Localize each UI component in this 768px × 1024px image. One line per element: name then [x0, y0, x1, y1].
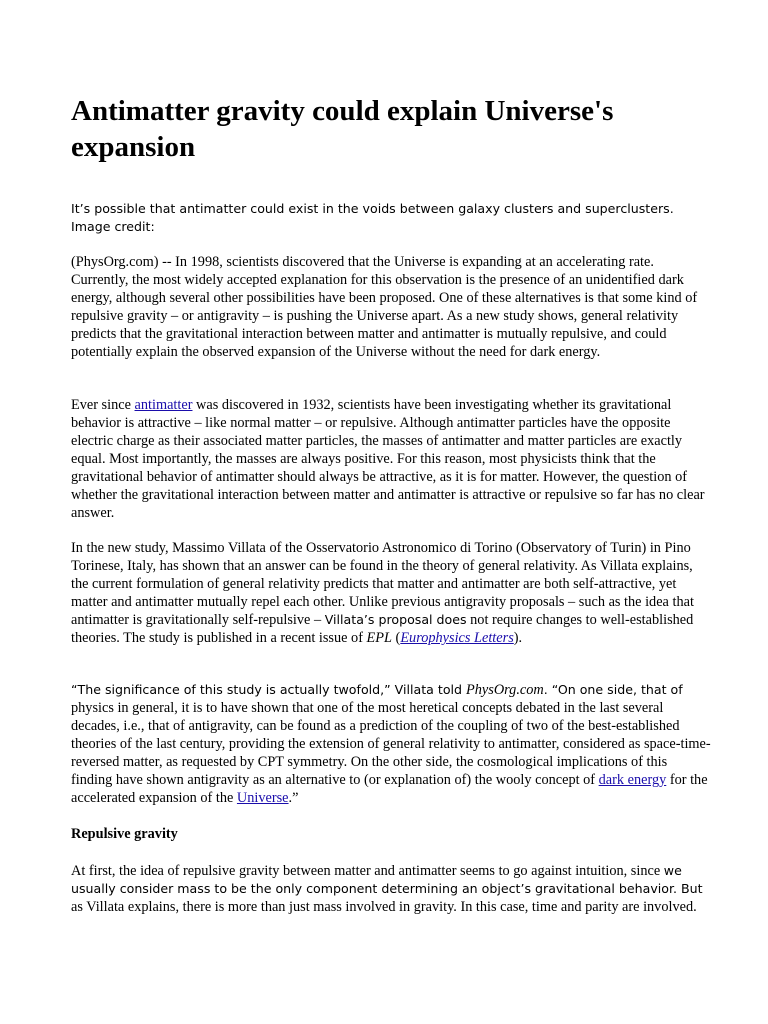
paragraph-quote: “The significance of this study is actually twofold,” Villata told PhysOrg.com. “On one side, that of physics in general, it is to have shown that one of the most heretical concepts debated in the last several decades, i.e., that of antigravity, can be found as a prediction of the coupling of two of the best-established theories of the last century, providing the extension of general relativity to antimatter, considered as space-time-reversed matter, as requested by CPT symmetry. On the other side, the cosmological implications of this finding have shown antigravity as an alternative to (or explanation of) the wooly concept of dark energy for the accelerated expansion of the Universe.”	[71, 682, 711, 806]
section-heading: Repulsive gravity	[71, 826, 178, 842]
image-caption: It’s possible that antimatter could exist in the voids between galaxy clusters and superclusters. Image credit:	[71, 201, 674, 234]
journal-abbrev: EPL	[366, 630, 392, 646]
paragraph-intro: (PhysOrg.com) -- In 1998, scientists discovered that the Universe is expanding at an accelerating rate. Currently, the most widely accepted explanation for this observation is the presence of an unidentified dark energy, although several other possibilities have been proposed. One of these alternatives is that some kind of repulsive gravity – or antigravity – is pushing the Universe apart. As a new study shows, general relativity predicts that the gravitational interaction between matter and antimatter is mutually repulsive, and could potentially explain the observed expansion of the Universe without the need for dark energy.	[71, 254, 698, 360]
europhysics-letters-link[interactable]: Europhysics Letters	[400, 630, 514, 646]
dark-energy-link[interactable]: dark energy	[598, 772, 667, 788]
antimatter-link[interactable]: antimatter	[134, 397, 193, 413]
paragraph-repulsive: At first, the idea of repulsive gravity between matter and antimatter seems to go against intuition, since we usually consider mass to be the only component determining an object’s gravitational behavior. But as Villata explains, there is more than just mass involved in gravity. In this case, time and parity are involved.	[71, 863, 703, 915]
universe-link[interactable]: Universe	[236, 790, 289, 806]
article-title: Antimatter gravity could explain Universe's expansion	[71, 95, 614, 163]
paragraph-history: Ever since antimatter was discovered in 1932, scientists have been investigating whether its gravitational behavior is attractive – like normal matter – or repulsive. Although antimatter particles have the opposite electric charge as their associated matter particles, the masses of antimatter and matter particles are exactly equal. Most importantly, the masses are always positive. For this reason, most physicists think that the gravitational behavior of antimatter should always be attractive, as it is for matter. However, the question of whether the gravitational interaction between matter and antimatter is attractive or repulsive so far has no clear answer.	[71, 397, 705, 521]
source-name: PhysOrg.com	[466, 682, 544, 698]
paragraph-study: In the new study, Massimo Villata of the Osservatorio Astronomico di Torino (Observatory of Turin) in Pino Torinese, Italy, has shown that an answer can be found in the theory of general relativity. As Villata explains, the current formulation of general relativity predicts that matter and antimatter are both self-attractive, yet matter and antimatter mutually repel each other. Unlike previous antigravity proposals – such as the idea that antimatter is gravitationally self-repulsive – Villata’s proposal does not require changes to well-established theories. The study is published in a recent issue of EPL (Europhysics Letters).	[71, 540, 694, 646]
